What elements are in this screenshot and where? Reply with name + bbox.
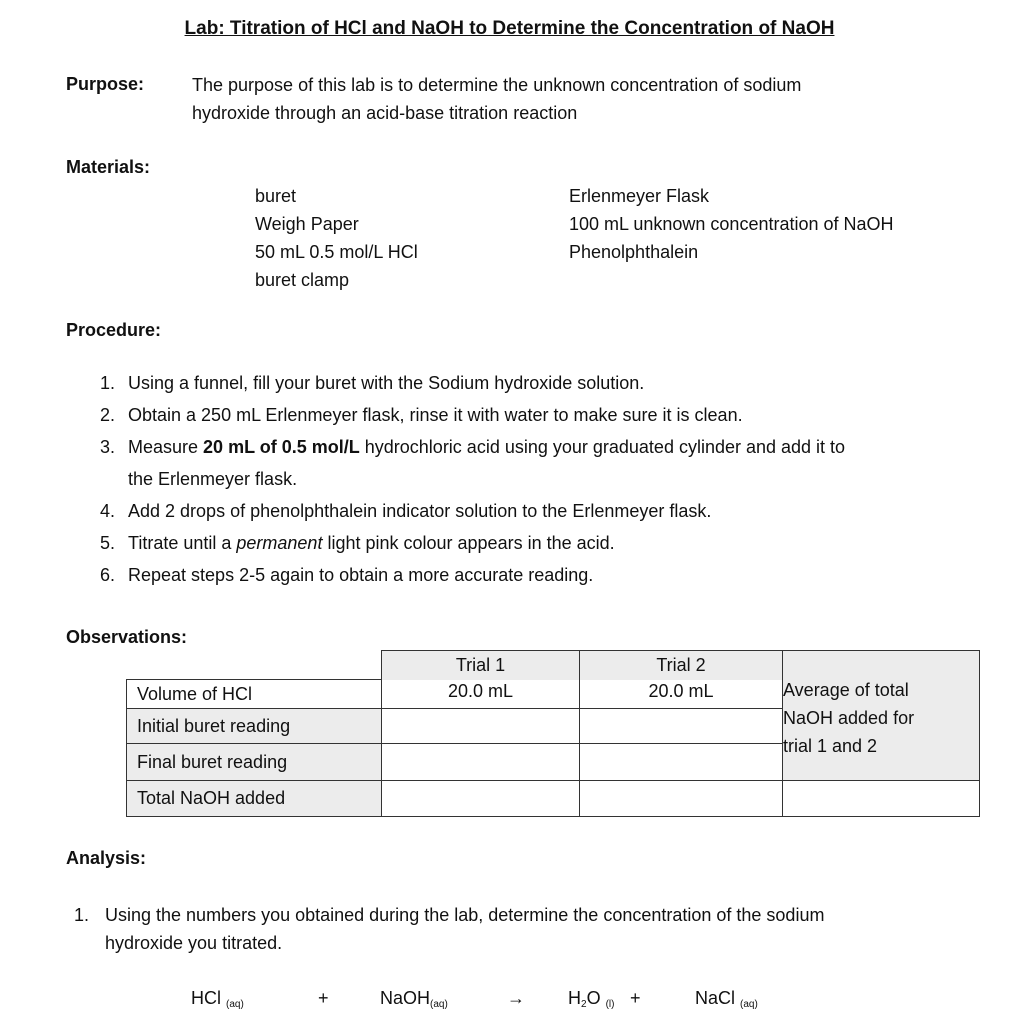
step-text: Add 2 drops of phenolphthalein indicator solution to the Erlenmeyer flask.: [128, 501, 712, 521]
step-text-post: light pink colour appears in the acid.: [322, 533, 615, 553]
step-text-post: hydrochloric acid using your graduated cylinder and add it to: [359, 437, 846, 457]
average-line-2: NaOH added for: [783, 707, 915, 728]
cell-trial-1: [381, 780, 580, 817]
material-item: Erlenmeyer Flask: [569, 186, 710, 206]
material-item: 50 mL 0.5 mol/L HCl: [255, 242, 418, 262]
purpose-heading: Purpose:: [66, 74, 145, 94]
material-item: Weigh Paper: [255, 214, 359, 234]
cell-trial-1: [381, 708, 580, 744]
h2o-state: (l): [605, 999, 615, 1010]
cell-average-total: [782, 780, 980, 817]
chemical-equation: [0, 988, 1019, 1018]
step-number: 2.: [100, 405, 116, 425]
header-trial-1: Trial 1: [381, 650, 580, 680]
hcl-formula: HCl: [191, 988, 221, 1008]
procedure-step-1: [66, 367, 1006, 399]
purpose-line-1: The purpose of this lab is to determine the unknown concentration of sodium: [192, 75, 802, 95]
h2o-o: O: [586, 988, 601, 1008]
step-text: Using a funnel, fill your buret with the Sodium hydroxide solution.: [128, 373, 645, 393]
cell-trial-1: 20.0 mL: [381, 679, 580, 709]
observations-heading: Observations:: [66, 627, 188, 647]
materials-right-list: [569, 182, 894, 266]
procedure-step-6: [66, 559, 1006, 591]
material-item: 100 mL unknown concentration of NaOH: [569, 214, 894, 234]
header-trial-2: Trial 2: [579, 650, 783, 680]
procedure-step-5: [66, 527, 1006, 559]
material-item: buret clamp: [255, 270, 350, 290]
step-text-pre: Measure: [128, 437, 204, 457]
materials-left-list: [255, 182, 418, 294]
analysis-question-1: [105, 901, 824, 957]
purpose-text: [192, 71, 801, 127]
cell-trial-1: [381, 743, 580, 781]
step-text: Obtain a 250 mL Erlenmeyer flask, rinse it with water to make sure it is clean.: [128, 405, 743, 425]
procedure-heading: Procedure:: [66, 320, 162, 340]
step-number: 3.: [100, 437, 116, 457]
row-label-initial-buret: Initial buret reading: [126, 708, 382, 744]
row-label-volume-hcl: Volume of HCl: [126, 679, 382, 709]
procedure-step-2: [66, 399, 1006, 431]
cell-trial-2: [579, 708, 783, 744]
material-item: buret: [255, 186, 297, 206]
step-text-italic: permanent: [236, 533, 323, 553]
reactant-hcl: [191, 988, 244, 1010]
purpose-line-2: hydroxide through an acid-base titration reaction: [192, 103, 578, 123]
step-text: Repeat steps 2-5 again to obtain a more accurate reading.: [128, 565, 594, 585]
step-text-continued: the Erlenmeyer flask.: [128, 469, 298, 489]
reactant-naoh: [380, 988, 448, 1010]
analysis-heading: Analysis:: [66, 848, 147, 868]
product-nacl: [695, 988, 758, 1010]
procedure-step-3: [66, 431, 1006, 495]
analysis-question-line-1: Using the numbers you obtained during the lab, determine the concentration of the sodium: [105, 905, 825, 925]
analysis-question-number: 1.: [74, 905, 90, 925]
step-number: 5.: [100, 533, 116, 553]
nacl-state: (aq): [740, 999, 758, 1010]
nacl-formula: NaCl: [695, 988, 736, 1008]
step-number: 4.: [100, 501, 116, 521]
header-average: [782, 650, 980, 781]
cell-trial-2: [579, 743, 783, 781]
hcl-state: (aq): [226, 999, 244, 1010]
cell-trial-2: 20.0 mL: [579, 679, 783, 709]
h2o-subscript: 2: [581, 999, 587, 1010]
material-item: Phenolphthalein: [569, 242, 699, 262]
analysis-question-line-2: hydroxide you titrated.: [105, 933, 283, 953]
naoh-formula: NaOH: [380, 988, 431, 1008]
procedure-steps: [66, 367, 1006, 591]
reaction-arrow: →: [507, 988, 525, 1008]
average-line-3: trial 1 and 2: [783, 735, 878, 756]
page-title: Lab: Titration of HCl and NaOH to Determine the Concentration of NaOH: [184, 18, 835, 39]
step-number: 6.: [100, 565, 116, 585]
materials-heading: Materials:: [66, 157, 151, 177]
naoh-state: (aq): [430, 999, 448, 1010]
step-text-pre: Titrate until a: [128, 533, 237, 553]
plus-sign: +: [318, 988, 329, 1008]
row-label-total-naoh: Total NaOH added: [126, 780, 382, 817]
h2o-h: H: [568, 988, 581, 1008]
average-line-1: Average of total: [783, 679, 909, 700]
product-h2o: [568, 988, 614, 1010]
row-label-final-buret: Final buret reading: [126, 743, 382, 781]
cell-trial-2: [579, 780, 783, 817]
plus-sign: +: [630, 988, 641, 1008]
procedure-step-4: [66, 495, 1006, 527]
step-number: 1.: [100, 373, 116, 393]
step-text-bold: 20 mL of 0.5 mol/L: [203, 437, 360, 457]
